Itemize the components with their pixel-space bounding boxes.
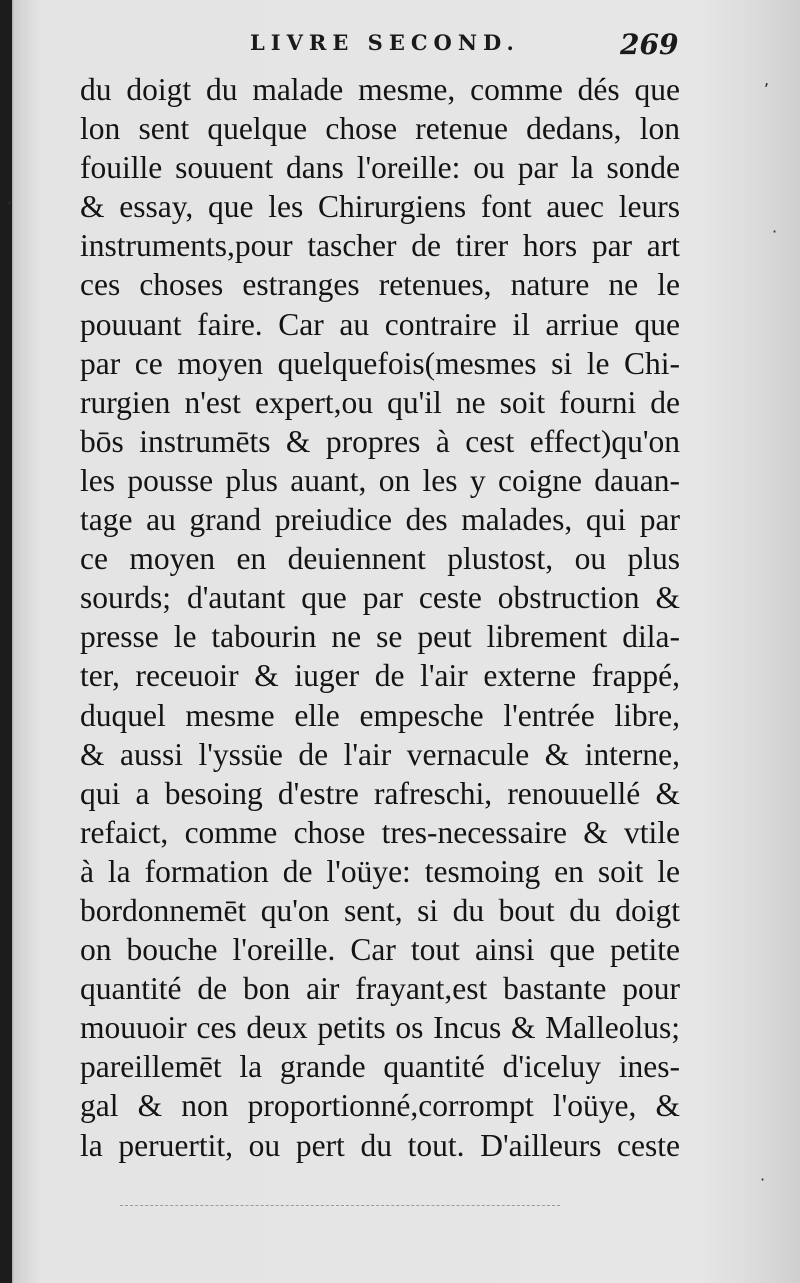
text-line: ter, receuoir & iuger de l'air externe frappé, <box>80 658 680 694</box>
text-line: presse le tabourin ne se peut librement dila- <box>80 619 680 655</box>
ink-speck: , <box>764 70 770 89</box>
text-line: les pousse plus auant, on les y coigne dauan- <box>80 462 680 498</box>
text-line: tage au grand preiudice des malades, qui par <box>80 502 680 538</box>
text-line: ce moyen en deuiennent plustost, ou plus <box>80 541 680 577</box>
text-line: duquel mesme elle empesche l'entrée libre, <box>80 697 680 733</box>
running-head: LIVRE SECOND. <box>250 30 520 55</box>
body-text <box>80 70 680 1165</box>
text-line: & essay, que les Chirurgiens font auec leurs <box>80 189 680 225</box>
text-line: sourds; d'autant que par ceste obstruction & <box>80 580 680 616</box>
text-line: mouuoir ces deux petits os Incus & Malleolus; <box>80 1010 680 1046</box>
text-line: qui a besoing d'estre rafreschi, renouuellé & <box>80 775 680 811</box>
ink-speck: · <box>760 1170 766 1189</box>
text-line: par ce moyen quelquefois(mesmes si le Chi- <box>80 345 680 381</box>
text-line: refaict, comme chose tres-necessaire & vtile <box>80 814 680 850</box>
page-number: 269 <box>620 28 679 61</box>
text-line: lon sent quelque chose retenue dedans, lon <box>80 111 680 147</box>
text-line: & aussi l'yssüe de l'air vernacule & interne, <box>80 736 680 772</box>
text-line: du doigt du malade mesme, comme dés que <box>80 72 680 107</box>
text-line: bordonnemēt qu'on sent, si du bout du doigt <box>80 892 680 928</box>
text-line: rurgien n'est expert,ou qu'il ne soit fourni de <box>80 384 680 420</box>
text-line: instruments,pour tascher de tirer hors par art <box>80 228 680 264</box>
bottom-faint-rule <box>120 1205 560 1206</box>
text-line: ces choses estranges retenues, nature ne le <box>80 267 680 303</box>
text-line: pareillemēt la grande quantité d'iceluy ines- <box>80 1049 680 1085</box>
text-line: à la formation de l'oüye: tesmoing en soit le <box>80 853 680 889</box>
text-line: on bouche l'oreille. Car tout ainsi que petite <box>80 932 680 968</box>
text-line: bōs instrumēts & propres à cest effect)qu'on <box>80 423 680 459</box>
text-line: la peruertit, ou pert du tout. D'ailleurs ceste <box>80 1127 680 1163</box>
ink-speck: · <box>772 222 778 241</box>
text-line: fouille souuent dans l'oreille: ou par la sonde <box>80 150 680 186</box>
text-line: quantité de bon air frayant,est bastante pour <box>80 971 680 1007</box>
text-line: gal & non proportionné,corrompt l'oüye, & <box>80 1088 680 1124</box>
text-line: pouuant faire. Car au contraire il arriue que <box>80 306 680 342</box>
ink-speck: , <box>7 188 13 207</box>
